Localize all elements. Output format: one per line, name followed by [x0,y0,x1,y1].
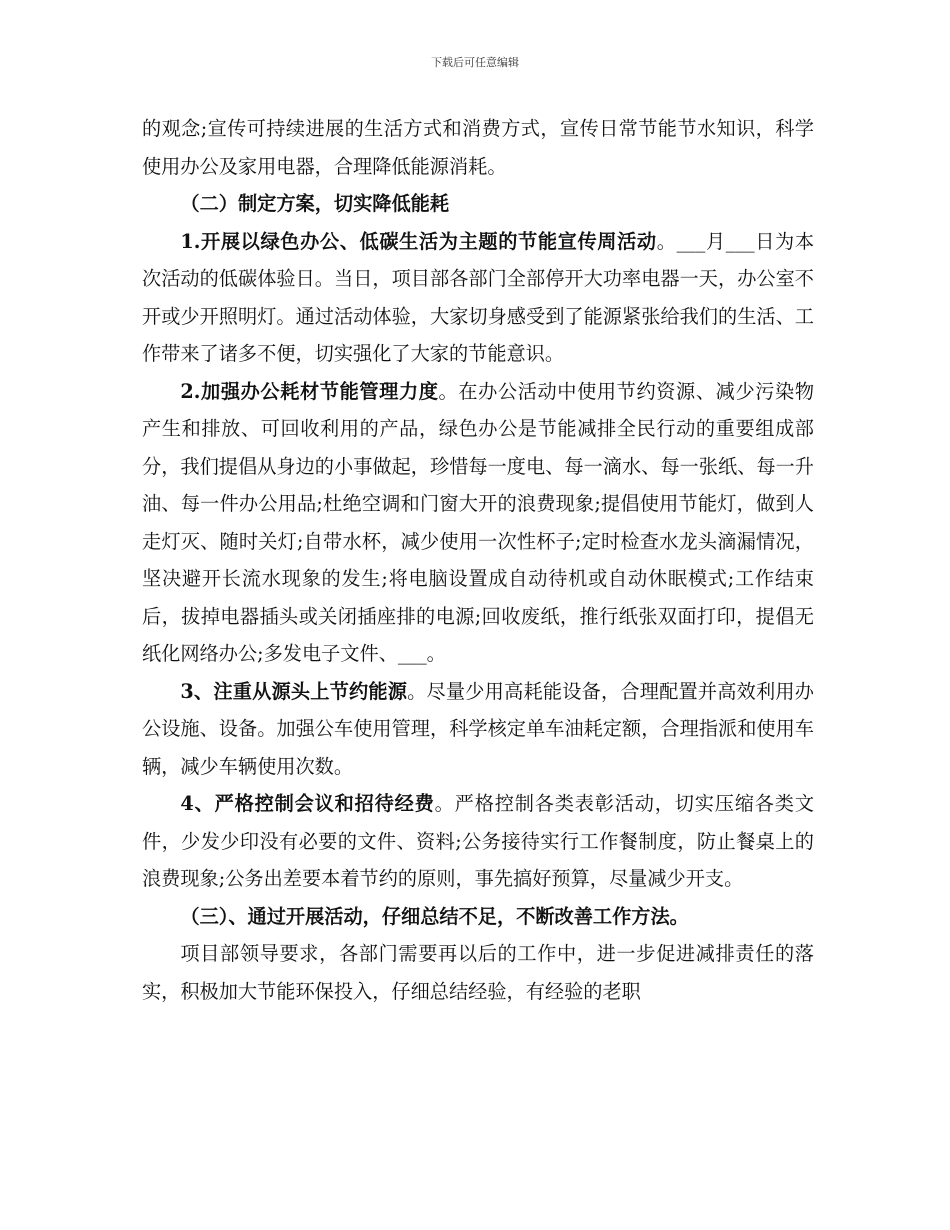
list-item [142,223,814,373]
item-text: 。尽量少用高耗能设备，合理配置并高效利用办公设施、设备。加强公车使用管理，科学核定单车油耗定额，合理指派和使用车辆，减少车辆使用次数。 [142,679,814,778]
item-title: 2.加强办公耗材节能管理力度 [180,379,439,403]
section-heading: （二）制定方案，切实降低能耗 [180,192,450,215]
list-item [142,373,814,673]
item-title: 3、注重从源头上节约能源 [180,679,408,703]
item-text: 。在办公活动中使用节约资源、减少污染物产生和排放、可回收利用的产品，绿色办公是节能减排全民行动的重要组成部分，我们提倡从身边的小事做起，珍惜每一度电、每一滴水、每一张纸、每一升油、每一件办公用品;杜绝空调和门窗大开的浪费现象;提倡使用节能灯，做到人走灯灭、随时关灯;自带水杯，减少使用一次性杯子;定时检查水龙头滴漏情况，坚决避开长流水现象的发生;将电脑设置成自动待机或自动休眠模式;工作结束后，拔掉电器插头或关闭插座排的电源;回收废纸，推行纸张双面打印，提倡无纸化网络办公;多发电子文件、___。 [142,379,815,665]
item-text: 。___月___日为本次活动的低碳体验日。当日，项目部各部门全部停开大功率电器一天，办公室不开或少开照明灯。通过活动体验，大家切身感受到了能源紧张给我们的生活、工作带来了诸多不便，切实强化了大家的节能意识。 [142,229,815,365]
section-heading: （三）、通过开展活动，仔细总结不足，不断改善工作方法。 [180,904,689,928]
list-item [142,785,814,898]
item-text: 。严格控制各类表彰活动，切实压缩各类文件，少发少印没有必要的文件、资料;公务接待实行工作餐制度，防止餐桌上的浪费现象;公务出差要本着节约的原则，事先搞好预算，尽量减少开支。 [142,792,815,890]
paragraph: 的观念;宣传可持续进展的生活方式和消费方式，宣传日常节能节水知识，科学使用办公及家用电器，合理降低能源消耗。 [142,117,814,178]
item-title: 4、严格控制会议和招待经费 [180,792,435,815]
list-item [142,673,814,786]
item-title: 1.开展以绿色办公、低碳生活为主题的节能宣传周活动 [180,229,657,253]
document-body [142,110,814,1010]
page-header: 下载后可任意编辑 [431,56,519,69]
paragraph: 项目部领导要求，各部门需要再以后的工作中，进一步促进减排责任的落实，积极加大节能环保投入，仔细总结经验，有经验的老职 [142,942,814,1003]
